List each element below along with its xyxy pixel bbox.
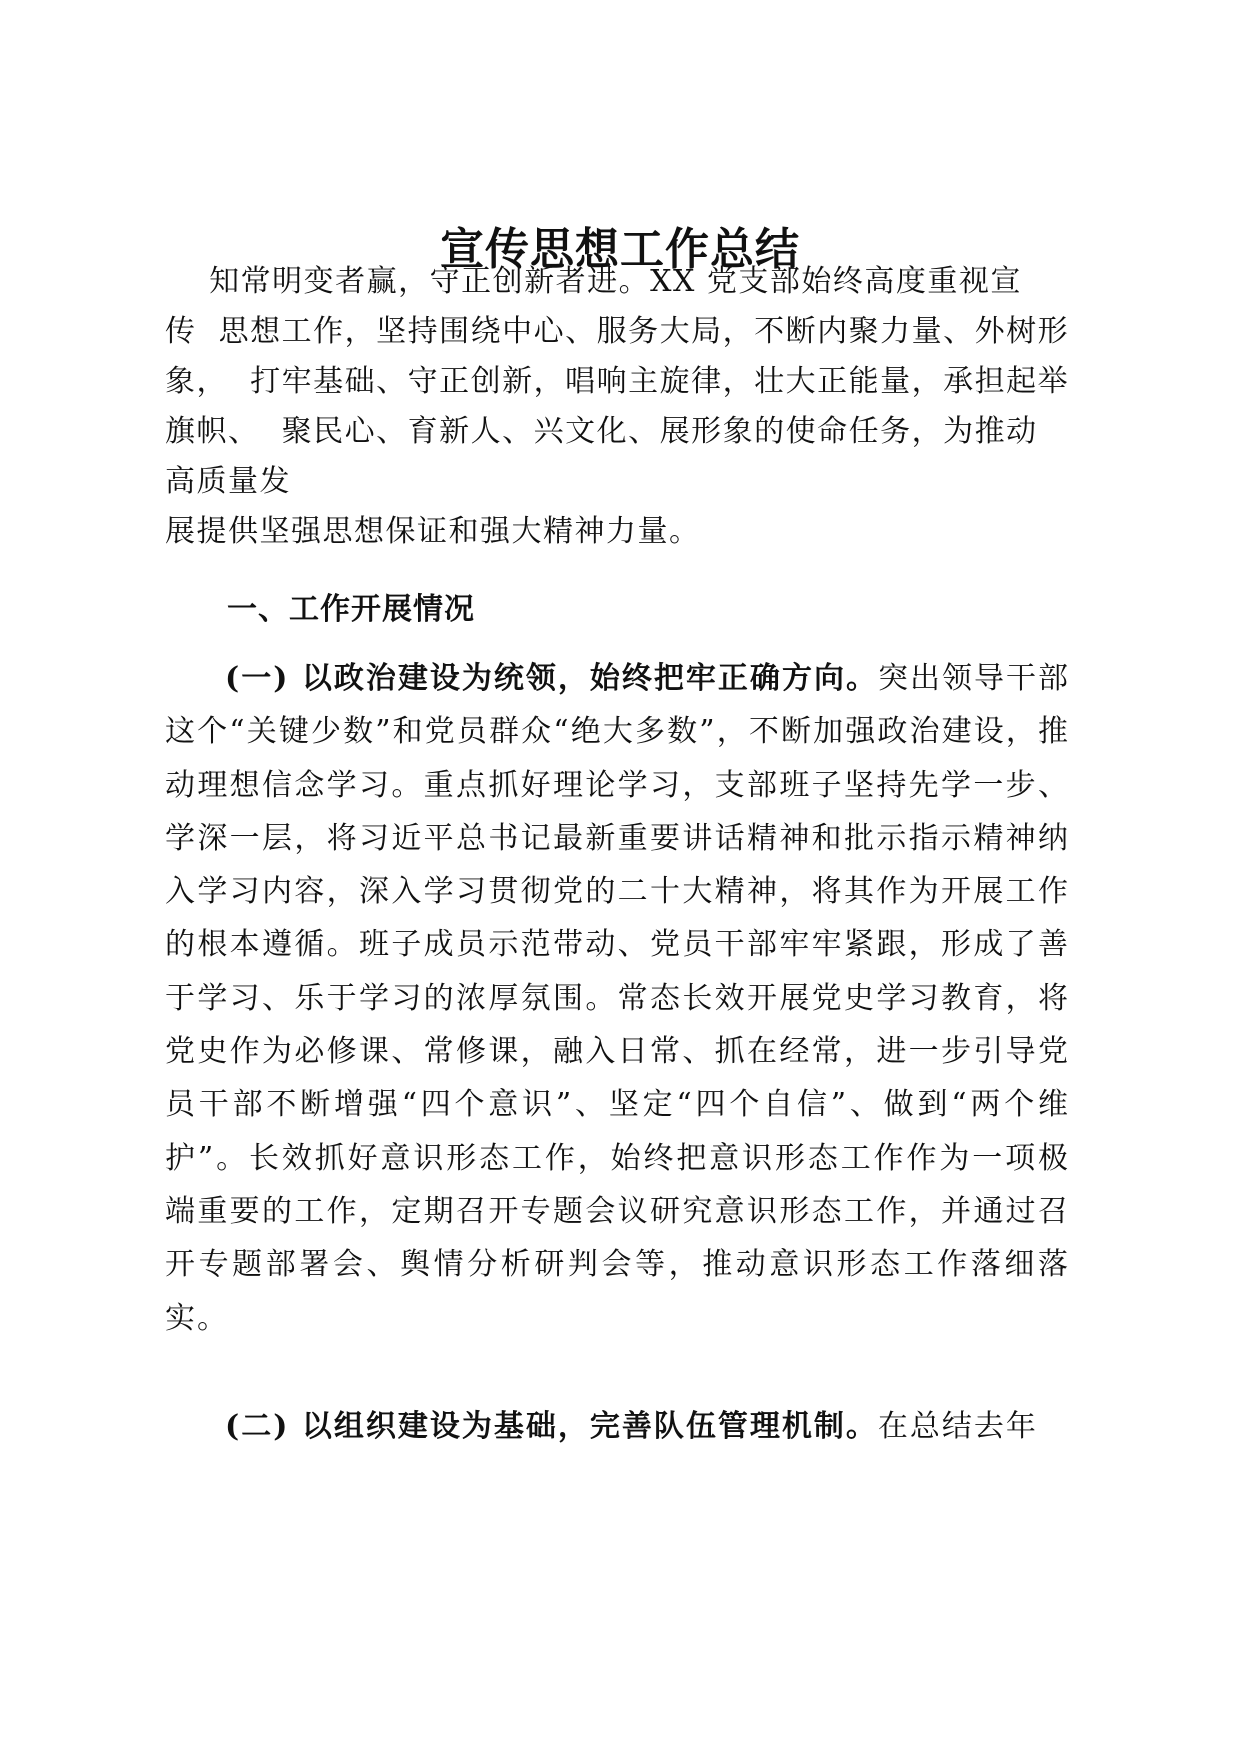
paragraph-lead: (一) 以政治建设为统领，始终把牢正确方向。: [225, 661, 878, 696]
intro-line: 高质量发: [165, 464, 291, 499]
intro-line: 象， 打牢基础、守正创新，唱响主旋律，壮大正能量，承担起举: [165, 364, 1070, 399]
body-paragraph: [165, 1400, 1070, 1453]
paragraph-body: 在总结去年: [877, 1409, 1038, 1444]
intro-line: 旗帜、 聚民心、育新人、兴文化、展形象的使命任务，为推动: [165, 414, 1038, 449]
paragraph-body: 突出领导干部这个“关键少数”和党员群众“绝大多数”，不断加强政治建设，推动理想信念学习。重点抓好理论学习，支部班子坚持先学一步、学深一层，将习近平总书记最新重要讲话精神和批示指示精神纳入学习内容，深入学习贯彻党的二十大精神，将其作为开展工作的根本遵循。班子成员示范带动、党员干部牢牢紧跟，形成了善于学习、乐于学习的浓厚氛围。常态长效开展党史学习教育，将党史作为必修课、常修课，融入日常、抓在经常，进一步引导党员干部不断增强“四个意识”、坚定“四个自信”、做到“两个维护”。长效抓好意识形态工作，始终把意识形态工作作为一项极端重要的工作，定期召开专题会议研究意识形态工作，并通过召开专题部署会、舆情分析研判会等，推动意识形态工作落细落实。: [165, 661, 1070, 1336]
intro-line: 传 思想工作，坚持围绕中心、服务大局，不断内聚力量、外树形: [165, 314, 1070, 349]
section-heading: 一、工作开展情况: [227, 592, 475, 627]
document-title: 宣传思想工作总结: [440, 224, 800, 275]
intro-line: 展提供坚强思想保证和强大精神力量。: [165, 514, 701, 549]
intro-line: 知常明变者赢，守正创新者进。XX 党支部始终高度重视宣: [165, 264, 1022, 299]
body-paragraph: [165, 652, 1070, 1345]
paragraph-lead: (二) 以组织建设为基础，完善队伍管理机制。: [225, 1409, 878, 1444]
